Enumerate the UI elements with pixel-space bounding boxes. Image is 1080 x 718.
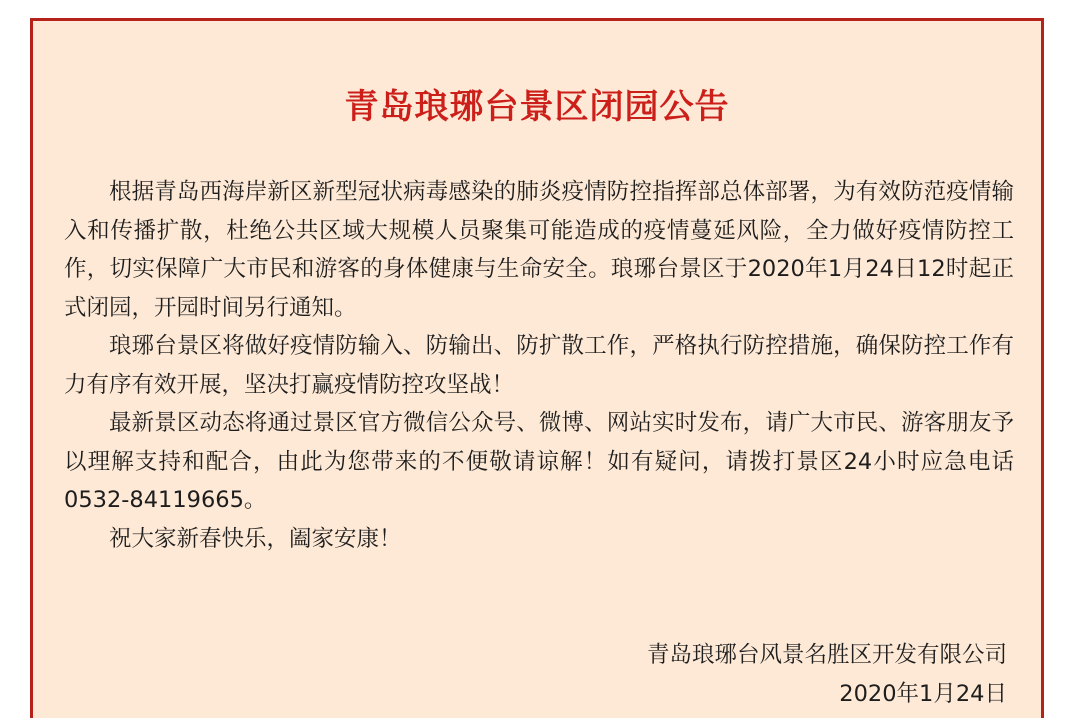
notice-body	[64, 173, 1014, 558]
notice-paragraph-closure: 根据青岛西海岸新区新型冠状病毒感染的肺炎疫情防控指挥部总体部署，为有效防范疫情输入和传播扩散，杜绝公共区域大规模人员聚集可能造成的疫情蔓延风险，全力做好疫情防控工作，切实保障广大市民和游客的身体健康与生命安全。琅琊台景区于2020年1月24日12时起正式闭园，开园时间另行通知。	[64, 179, 1014, 321]
signature-organization: 青岛琅琊台风景名胜区开发有限公司	[646, 642, 1007, 668]
notice-panel	[30, 18, 1044, 718]
notice-paragraph-updates: 最新景区动态将通过景区官方微信公众号、微博、网站实时发布，请广大市民、游客朋友予以理解支持和配合，由此为您带来的不便敬请谅解！如有疑问，请拨打景区24小时应急电话0532-84119665。	[64, 410, 1014, 513]
signature-date: 2020年1月24日	[839, 680, 1007, 707]
notice-paragraph-greeting: 祝大家新春快乐，阖家安康！	[109, 525, 402, 552]
notice-title: 青岛琅琊台景区闭园公告	[344, 87, 730, 127]
notice-signature	[647, 636, 1007, 713]
notice-paragraph-measures: 琅琊台景区将做好疫情防输入、防输出、防扩散工作，严格执行防控措施，确保防控工作有力有序有效开展，坚决打赢疫情防控攻坚战！	[64, 333, 1014, 398]
